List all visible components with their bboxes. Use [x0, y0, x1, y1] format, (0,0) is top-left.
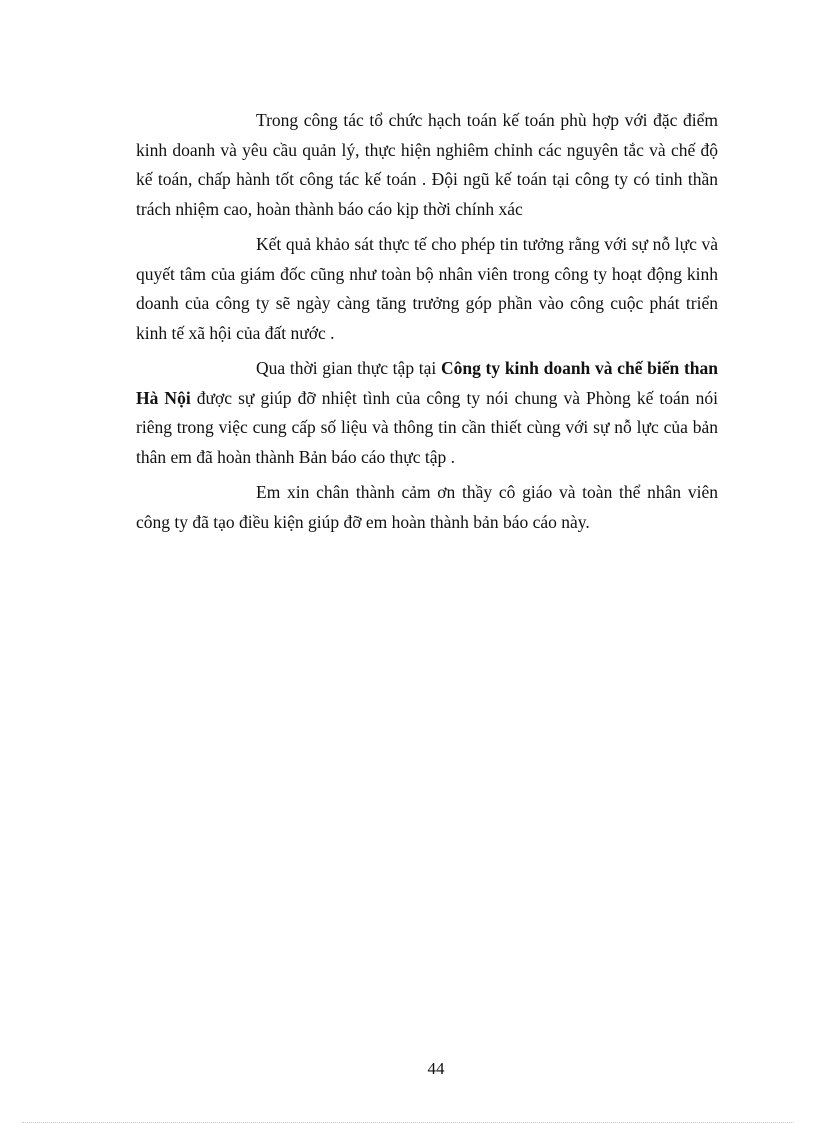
- page-number: 44: [427, 1059, 445, 1078]
- paragraph-internship-intro: Qua thời gian thực tập tại: [256, 358, 441, 378]
- paragraph-internship-rest: được sự giúp đỡ nhiệt tình của công ty nói chung và Phòng kế toán nói riêng trong việc cung cấp số liệu và thông tin cần thiết cùng với sự nỗ lực của bản thân em đã hoàn thành Bản báo cáo thực tập .: [136, 387, 718, 467]
- paragraph-internship: [136, 354, 718, 472]
- paragraph-survey-results: Kết quả khảo sát thực tế cho phép tin tưởng rằng với sự nỗ lực và quyết tâm của giám đốc cũng như toàn bộ nhân viên trong công ty hoạt động kinh doanh của công ty sẽ ngày càng tăng trưởng góp phần vào công cuộc phát triển kinh tế xã hội của đất nước .: [136, 234, 718, 343]
- paragraph-thanks: Em xin chân thành cảm ơn thầy cô giáo và toàn thể nhân viên công ty đã tạo điều kiện giúp đỡ em hoàn thành bản báo cáo này.: [136, 482, 718, 532]
- body-text: [136, 106, 718, 543]
- paragraph-accounting-organization: Trong công tác tổ chức hạch toán kế toán phù hợp với đặc điểm kinh doanh và yêu cầu quản lý, thực hiện nghiêm chỉnh các nguyên tắc và chế độ kế toán, chấp hành tốt công tác kế toán . Đội ngũ kế toán tại công ty có tinh thần trách nhiệm cao, hoàn thành báo cáo kịp thời chính xác: [136, 110, 718, 219]
- company-name: Công ty kinh doanh và chế biến than Hà Nội: [136, 358, 718, 408]
